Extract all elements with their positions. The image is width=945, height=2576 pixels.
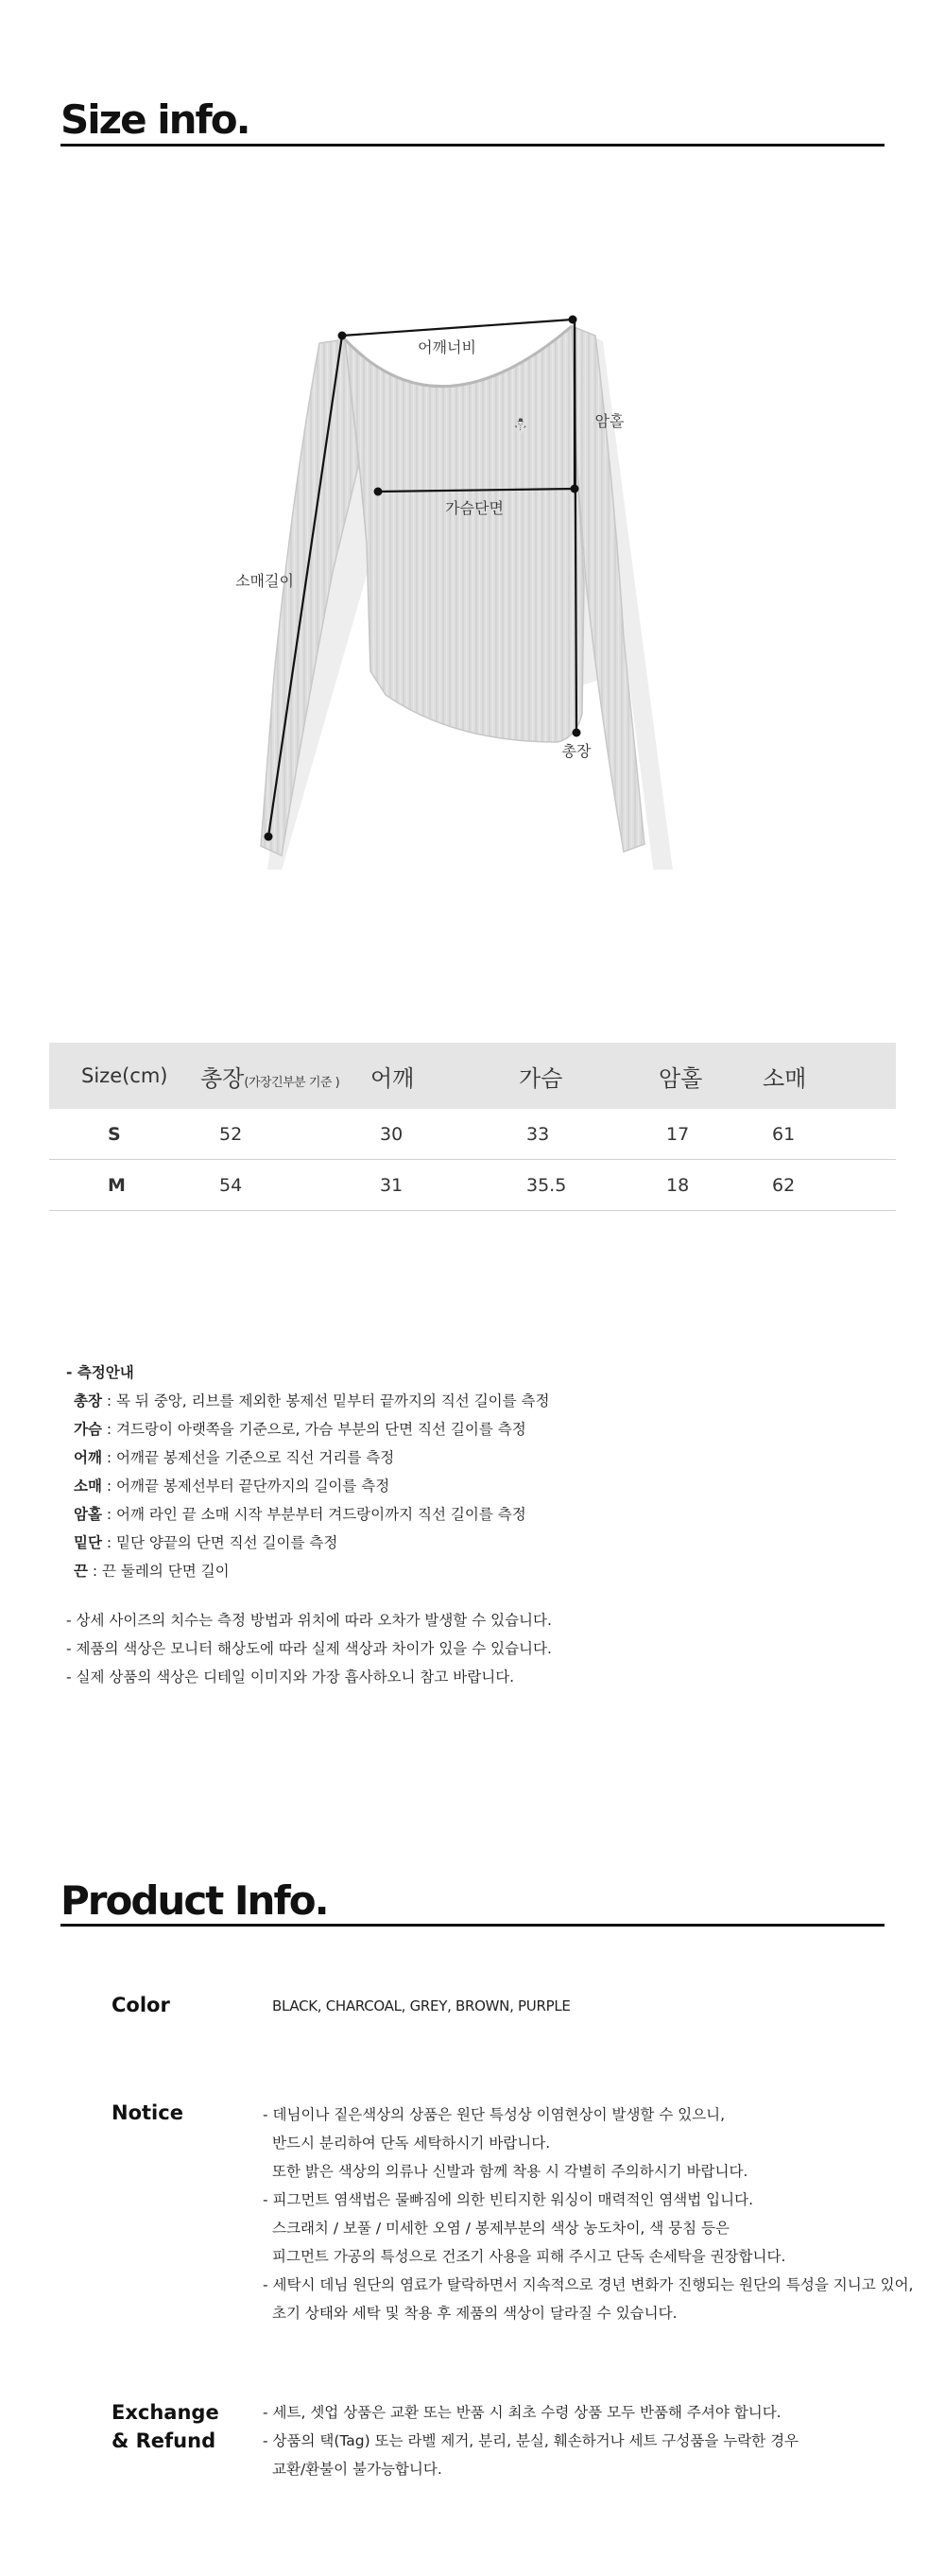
size-info-rule bbox=[60, 144, 885, 147]
label-length: 총장 bbox=[561, 742, 592, 760]
guide-item: 어깨 : 어깨끝 봉제선을 기준으로 직선 거리를 측정 bbox=[74, 1449, 395, 1466]
exchange-line: - 세트, 셋업 상품은 교환 또는 반품 시 최초 수령 상품 모두 반품해 주셔야 합니다. bbox=[263, 2404, 782, 2421]
notice-line: 스크래치 / 보풀 / 미세한 오염 / 봉제부분의 색상 농도차이, 색 뭉침 등은 bbox=[272, 2220, 730, 2237]
notice-line: 피그먼트 가공의 특성으로 건조기 사용을 피해 주시고 단독 손세탁을 권장합니다. bbox=[272, 2248, 786, 2265]
exchange-label: Exchange & Refund bbox=[112, 2401, 219, 2452]
guide-item: 암홀 : 어깨 라인 끝 소매 시작 부분부터 겨드랑이까지 직선 길이를 측정 bbox=[74, 1506, 526, 1523]
exchange-line: 교환/환불이 불가능합니다. bbox=[272, 2461, 442, 2478]
guide-item: 가슴 : 겨드랑이 아랫쪽을 기준으로, 가슴 부분의 단면 직선 길이를 측정 bbox=[74, 1421, 526, 1438]
cell-length: 52 bbox=[181, 1109, 370, 1160]
notice-line: - 피그먼트 염색법은 물빠짐에 의한 빈티지한 워싱이 매력적인 염색법 입니다. bbox=[263, 2191, 754, 2208]
header-shoulder: 어깨 bbox=[370, 1064, 415, 1092]
size-info-heading: Size info. bbox=[60, 96, 249, 143]
cell-armhole: 18 bbox=[640, 1160, 763, 1211]
notice-list bbox=[263, 2101, 924, 2327]
product-info-heading: Product Info. bbox=[60, 1877, 328, 1924]
cell-length: 54 bbox=[181, 1160, 370, 1211]
label-shoulder: 어깨너비 bbox=[418, 338, 476, 356]
cell-chest: 35.5 bbox=[498, 1160, 640, 1211]
measure-guide bbox=[66, 1358, 879, 1691]
exchange-line: - 상품의 택(Tag) 또는 라벨 제거, 분리, 분실, 훼손하거나 세트 구성품을 누락한 경우 bbox=[263, 2432, 799, 2449]
warning-line: - 상세 사이즈의 치수는 측정 방법과 위치에 따라 오차가 발생할 수 있습니다. bbox=[66, 1612, 552, 1629]
guide-item: 총장 : 목 뒤 중앙, 리브를 제외한 봉제선 밑부터 끝까지의 직선 길이를 측정 bbox=[74, 1392, 550, 1409]
notice-line: - 데님이나 짙은색상의 상품은 원단 특성상 이염현상이 발생할 수 있으니, bbox=[263, 2106, 726, 2123]
cell-chest: 33 bbox=[498, 1109, 640, 1160]
cell-shoulder: 31 bbox=[370, 1160, 498, 1211]
garment-diagram bbox=[217, 298, 709, 870]
measure-guide-title: - 측정안내 bbox=[66, 1364, 134, 1381]
table-row bbox=[49, 1109, 896, 1160]
label-armhole: 암홀 bbox=[594, 412, 625, 430]
label-sleeve: 소매길이 bbox=[235, 572, 294, 590]
color-value: BLACK, CHARCOAL, GREY, BROWN, PURPLE bbox=[272, 1997, 571, 2014]
cell-armhole: 17 bbox=[640, 1109, 763, 1160]
cell-size: S bbox=[49, 1109, 181, 1160]
garment-logo: ⛄ bbox=[512, 419, 529, 434]
cell-shoulder: 30 bbox=[370, 1109, 498, 1160]
shoulder-line bbox=[342, 320, 573, 336]
cell-sleeve: 61 bbox=[763, 1109, 896, 1160]
size-table bbox=[49, 1043, 896, 1211]
label-chest: 가슴단면 bbox=[445, 499, 504, 517]
cell-sleeve: 62 bbox=[763, 1160, 896, 1211]
garment-body bbox=[345, 326, 584, 742]
notice-line: 또한 밝은 색상의 의류나 신발과 함께 착용 시 각별히 주의하시기 바랍니다. bbox=[272, 2163, 748, 2180]
header-sleeve: 소매 bbox=[763, 1064, 807, 1092]
notice-line: 초기 상태와 세탁 및 착용 후 제품의 색상이 달라질 수 있습니다. bbox=[272, 2305, 678, 2322]
warning-line: - 실제 상품의 색상은 디테일 이미지와 가장 흡사하오니 참고 바랍니다. bbox=[66, 1668, 515, 1686]
guide-item: 끈 : 끈 둘레의 단면 길이 bbox=[74, 1563, 230, 1580]
header-armhole: 암홀 bbox=[659, 1064, 703, 1092]
guide-item: 밑단 : 밑단 양끝의 단면 직선 길이를 측정 bbox=[74, 1534, 338, 1551]
header-chest: 가슴 bbox=[519, 1064, 563, 1092]
notice-line: - 세탁시 데님 원단의 염료가 탈락하면서 지속적으로 경년 변화가 진행되는 원단의 특성을 지니고 있어, bbox=[263, 2276, 914, 2293]
product-info-rule bbox=[60, 1924, 885, 1927]
table-row bbox=[49, 1160, 896, 1211]
header-length-note: (가장긴부분 기준 ) bbox=[244, 1075, 340, 1090]
size-table-header bbox=[49, 1043, 896, 1109]
exchange-list bbox=[263, 2398, 924, 2483]
color-label: Color bbox=[112, 1994, 170, 2016]
warning-line: - 제품의 색상은 모니터 해상도에 따라 실제 색상과 차이가 있을 수 있습니다. bbox=[66, 1640, 552, 1657]
notice-line: 반드시 분리하여 단독 세탁하시기 바랍니다. bbox=[272, 2135, 551, 2152]
header-length: 총장(가장긴부분 기준 ) bbox=[200, 1064, 340, 1092]
guide-item: 소매 : 어깨끝 봉제선부터 끝단까지의 길이를 측정 bbox=[74, 1478, 390, 1495]
notice-label: Notice bbox=[112, 2101, 183, 2124]
measure-warnings bbox=[66, 1606, 879, 1691]
cell-size: M bbox=[49, 1160, 181, 1211]
header-size: Size(cm) bbox=[81, 1064, 168, 1087]
